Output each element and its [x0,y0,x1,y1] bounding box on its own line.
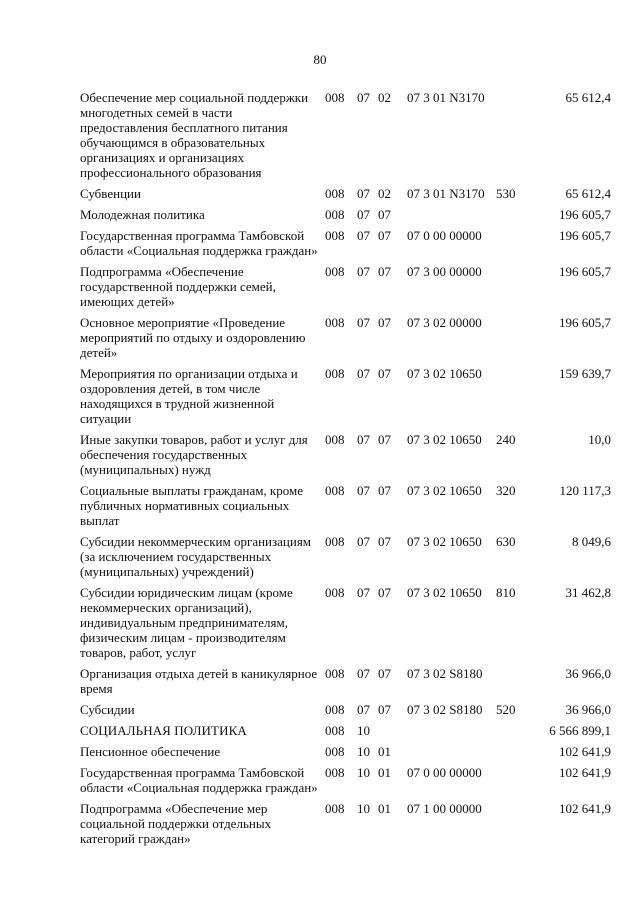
expense-type-code: 320 [496,483,516,498]
ministry-code: 008 [325,186,345,201]
section-code: 07 [357,666,370,681]
row-name: Субсидии некоммерческим организациям (за исключением государственных (муниципальных) учреждений) [80,534,312,579]
row-name: Молодежная политика [80,207,205,222]
section-code: 07 [357,366,370,381]
expense-type-code [496,366,532,432]
page-number: 80 [313,52,327,67]
expense-type-code [496,723,532,744]
table-row [80,534,611,585]
subsection-code: 07 [378,432,391,447]
subsection-code: 07 [378,483,391,498]
amount: 36 966,0 [565,666,611,681]
expense-type-code [496,801,532,852]
section-code: 07 [357,534,370,549]
target-article-code: 07 3 00 00000 [407,264,482,279]
amount: 196 605,7 [559,228,611,243]
section-code: 07 [357,186,370,201]
subsection-code [378,723,407,744]
table-row [80,432,611,483]
table-row [80,702,611,723]
amount: 159 639,7 [559,366,611,381]
target-article-code: 07 0 00 00000 [407,765,482,780]
table-row [80,366,611,432]
row-name: Подпрограмма «Обеспечение мер социальной поддержки отдельных категорий граждан» [80,801,272,846]
expense-type-code [496,666,532,702]
amount: 31 462,8 [565,585,611,600]
expense-type-code [496,264,532,315]
subsection-code: 01 [378,765,391,780]
subsection-code: 07 [378,315,391,330]
ministry-code: 008 [325,801,345,816]
subsection-code: 02 [378,90,391,105]
subsection-code: 01 [378,801,391,816]
section-code: 07 [357,228,370,243]
target-article-code: 07 3 02 S8180 [407,666,483,681]
expense-type-code: 240 [496,432,516,447]
amount: 36 966,0 [565,702,611,717]
section-code: 10 [357,744,370,759]
table-row [80,666,611,702]
target-article-code [407,744,496,765]
ministry-code: 008 [325,264,345,279]
target-article-code [407,723,496,744]
amount: 65 612,4 [565,186,611,201]
expense-type-code: 530 [496,186,516,201]
row-name: Организация отдыха детей в каникулярное время [80,666,318,696]
row-name: СОЦИАЛЬНАЯ ПОЛИТИКА [80,723,247,738]
section-code: 07 [357,207,370,222]
row-name: Подпрограмма «Обеспечение государственной поддержки семей, имеющих детей» [80,264,276,309]
expense-type-code [496,228,532,264]
table-row [80,483,611,534]
table-row [80,186,611,207]
ministry-code: 008 [325,366,345,381]
expense-type-code: 810 [496,585,516,600]
expense-type-code [496,90,532,186]
target-article-code: 07 3 02 10650 [407,432,482,447]
table-row [80,228,611,264]
amount: 102 641,9 [559,801,611,816]
expense-type-code: 520 [496,702,516,717]
ministry-code: 008 [325,90,345,105]
row-name: Иные закупки товаров, работ и услуг для обеспечения государственных (муниципальных) нужд [80,432,308,477]
section-code: 07 [357,315,370,330]
row-name: Мероприятия по организации отдыха и оздоровления детей, в том числе находящихся в трудной жизненной ситуации [80,366,298,426]
section-code: 07 [357,90,370,105]
section-code: 07 [357,432,370,447]
ministry-code: 008 [325,585,345,600]
expense-type-code [496,315,532,366]
subsection-code: 07 [378,366,391,381]
target-article-code [407,207,496,228]
budget-table-body [80,90,611,852]
ministry-code: 008 [325,723,345,738]
amount: 8 049,6 [572,534,611,549]
section-code: 07 [357,585,370,600]
target-article-code: 07 1 00 00000 [407,801,482,816]
table-row [80,801,611,852]
table-row [80,207,611,228]
target-article-code: 07 3 01 N3170 [407,90,485,105]
row-name: Субсидии [80,702,135,717]
section-code: 07 [357,264,370,279]
ministry-code: 008 [325,765,345,780]
expense-type-code [496,744,532,765]
amount: 120 117,3 [559,483,611,498]
section-code: 10 [357,801,370,816]
section-code: 07 [357,702,370,717]
amount: 196 605,7 [559,207,611,222]
ministry-code: 008 [325,666,345,681]
expense-type-code: 630 [496,534,516,549]
amount: 102 641,9 [559,765,611,780]
row-name: Основное мероприятие «Проведение мероприятий по отдыху и оздоровлению детей» [80,315,306,360]
table-row [80,723,611,744]
row-name: Обеспечение мер социальной поддержки многодетных семей в части предоставления бесплатного питания обучающимся в образовательных организациях и организациях профессионального образования [80,90,309,180]
amount: 6 566 899,1 [549,723,611,738]
table-row [80,744,611,765]
target-article-code: 07 3 02 10650 [407,534,482,549]
amount: 196 605,7 [559,315,611,330]
table-row [80,315,611,366]
row-name: Субсидии юридическим лицам (кроме некоммерческих организаций), индивидуальным предпринимателям, физическим лицам - производителям товаров, работ, услуг [80,585,293,660]
section-code: 07 [357,483,370,498]
target-article-code: 07 3 02 00000 [407,315,482,330]
expense-type-code [496,207,532,228]
table-row [80,765,611,801]
subsection-code: 07 [378,207,391,222]
target-article-code: 07 0 00 00000 [407,228,482,243]
table-row [80,585,611,666]
subsection-code: 07 [378,534,391,549]
section-code: 10 [357,723,370,738]
row-name: Пенсионное обеспечение [80,744,221,759]
table-row [80,264,611,315]
amount: 65 612,4 [565,90,611,105]
table-row [80,90,611,186]
target-article-code: 07 3 02 10650 [407,483,482,498]
subsection-code: 07 [378,666,391,681]
ministry-code: 008 [325,315,345,330]
row-name: Субвенции [80,186,141,201]
budget-table [80,90,611,852]
subsection-code: 07 [378,264,391,279]
target-article-code: 07 3 01 N3170 [407,186,485,201]
expense-type-code [496,765,532,801]
subsection-code: 02 [378,186,391,201]
subsection-code: 07 [378,585,391,600]
section-code: 10 [357,765,370,780]
ministry-code: 008 [325,483,345,498]
ministry-code: 008 [325,228,345,243]
ministry-code: 008 [325,702,345,717]
subsection-code: 01 [378,744,391,759]
row-name: Государственная программа Тамбовской области «Социальная поддержка граждан» [80,765,318,795]
target-article-code: 07 3 02 S8180 [407,702,483,717]
target-article-code: 07 3 02 10650 [407,366,482,381]
ministry-code: 008 [325,432,345,447]
subsection-code: 07 [378,702,391,717]
row-name: Социальные выплаты гражданам, кроме публичных нормативных социальных выплат [80,483,303,528]
ministry-code: 008 [325,207,345,222]
ministry-code: 008 [325,534,345,549]
subsection-code: 07 [378,228,391,243]
ministry-code: 008 [325,744,345,759]
amount: 196 605,7 [559,264,611,279]
target-article-code: 07 3 02 10650 [407,585,482,600]
amount: 102 641,9 [559,744,611,759]
amount: 10,0 [588,432,611,447]
row-name: Государственная программа Тамбовской области «Социальная поддержка граждан» [80,228,318,258]
